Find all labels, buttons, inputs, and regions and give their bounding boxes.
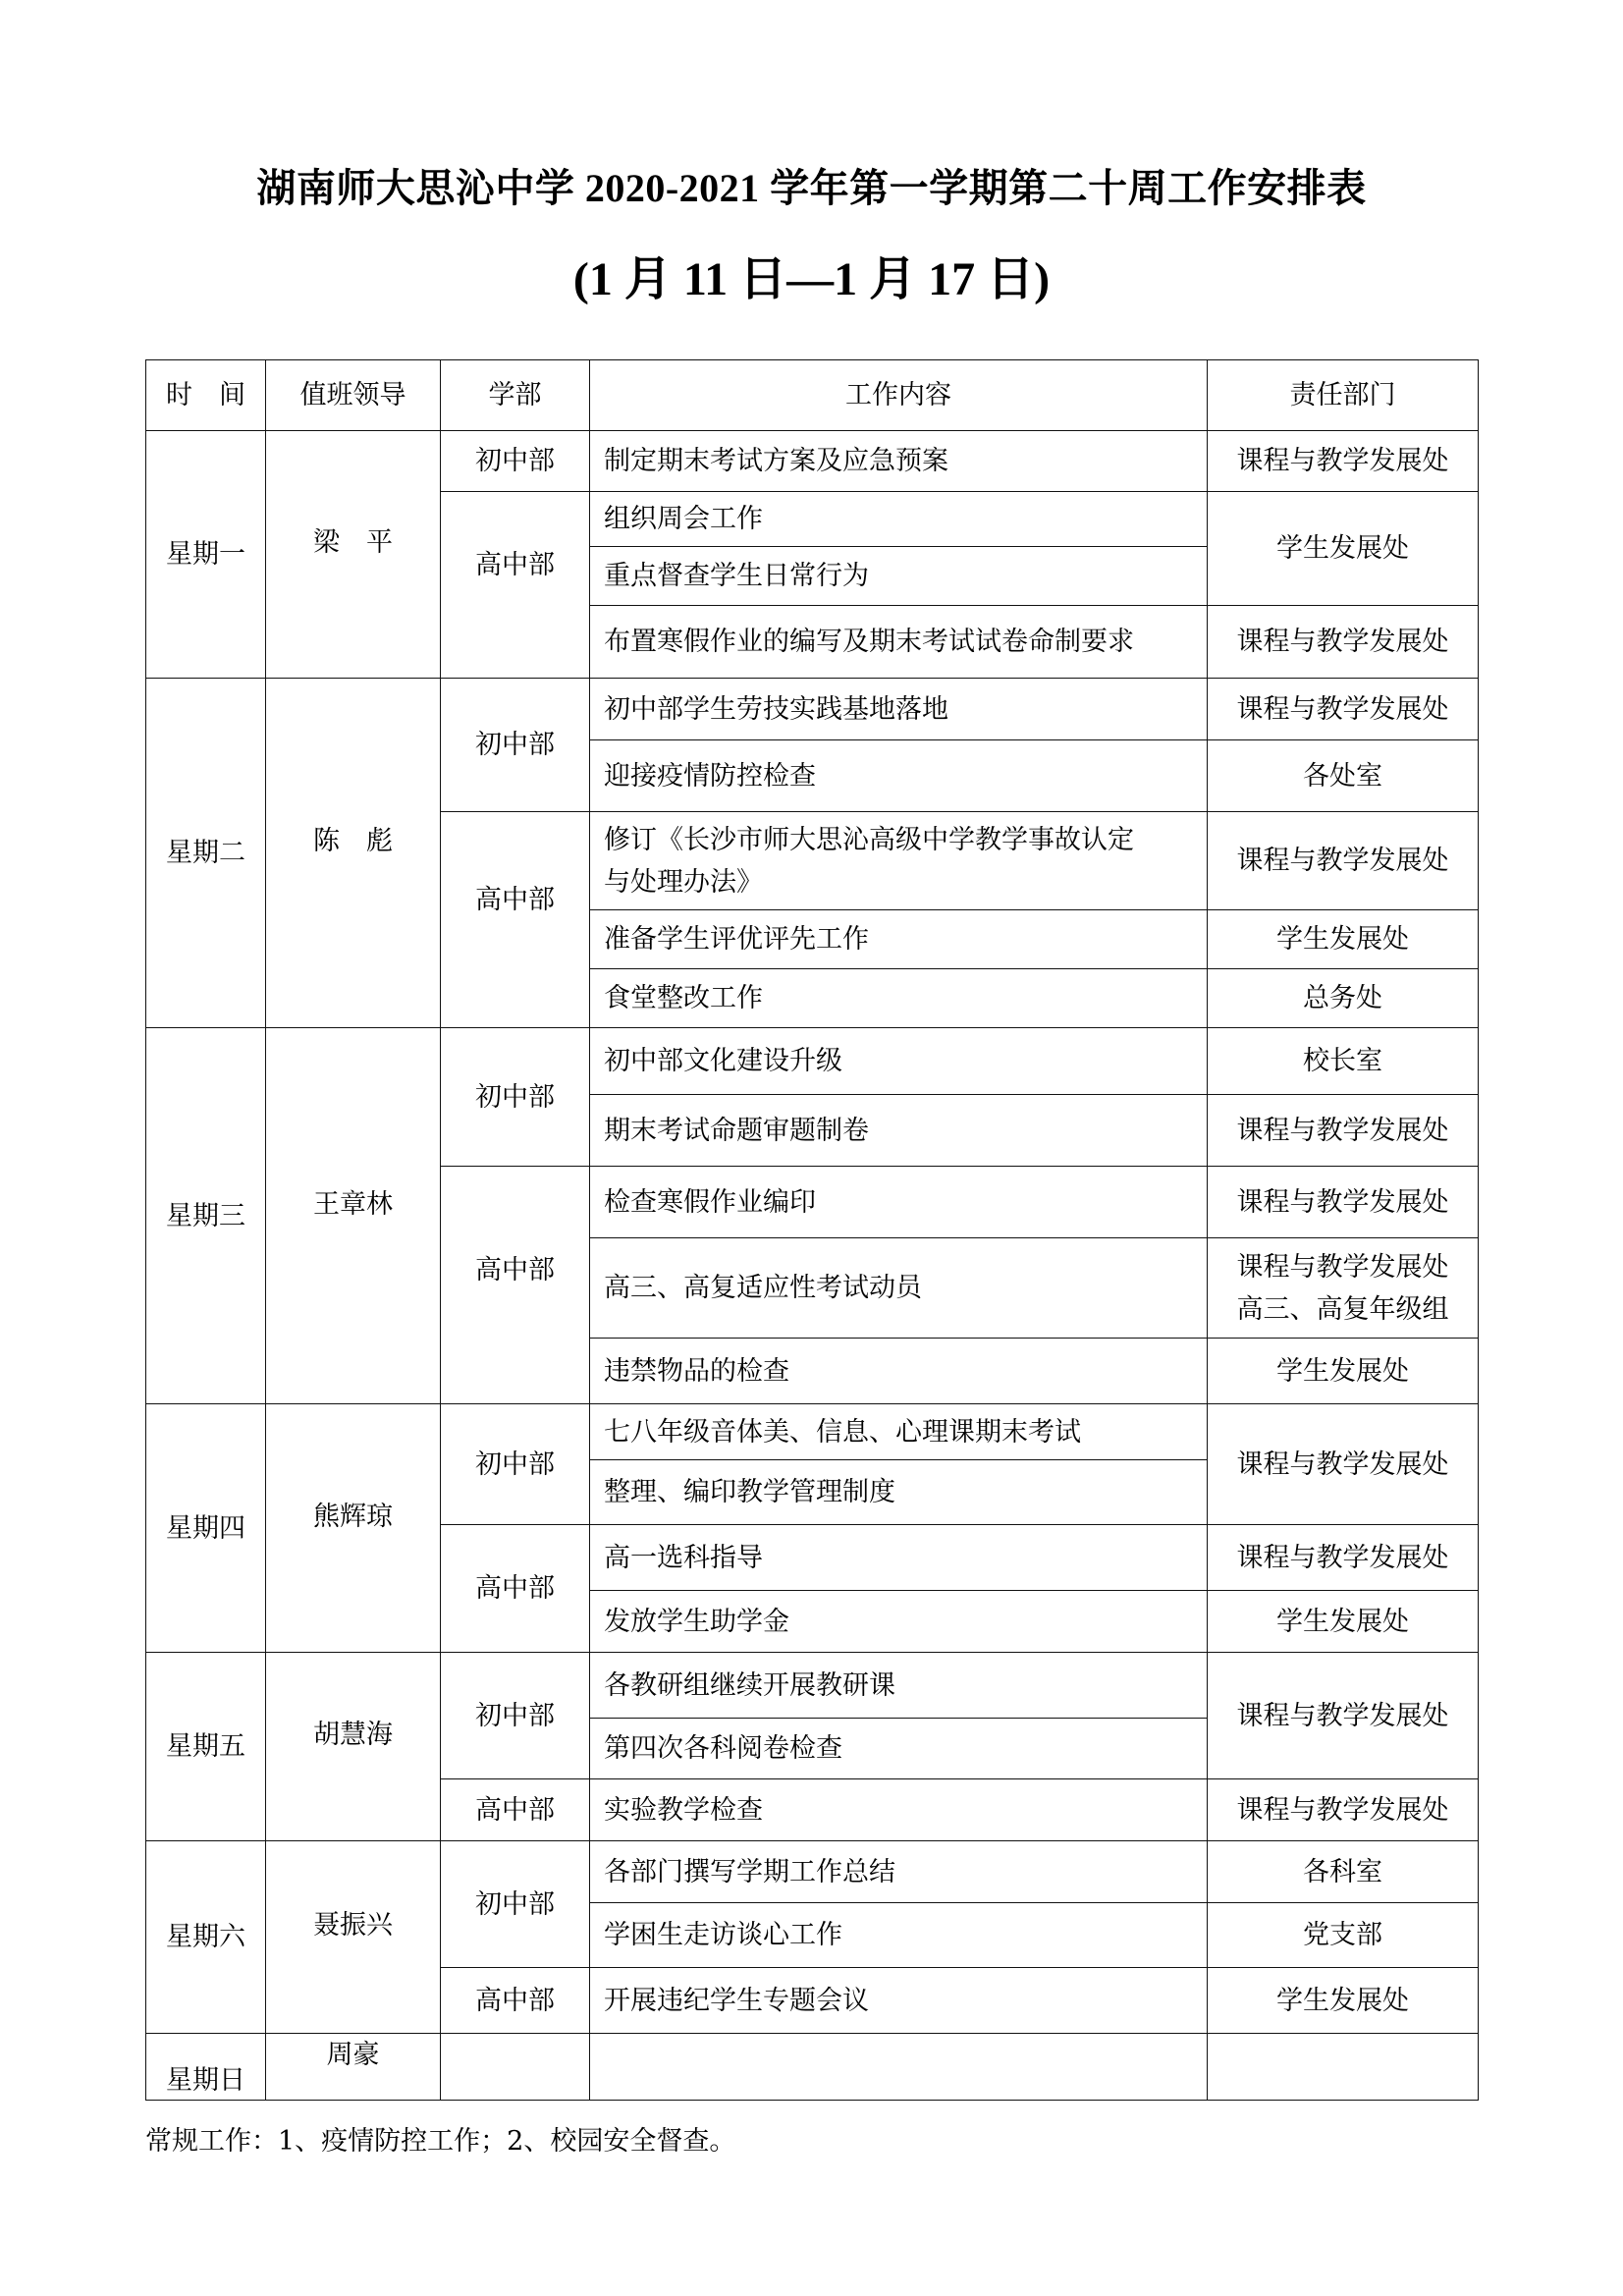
leader-cell: [266, 1028, 441, 1404]
content-cell: 重点督查学生日常行为: [590, 547, 1208, 606]
header-row: [146, 360, 1479, 431]
leader-cell: [266, 431, 441, 679]
resp-cell: 学生发展处: [1208, 910, 1479, 969]
day-cell: 星期三: [146, 1028, 266, 1404]
header-leader: 值班领导: [266, 360, 441, 431]
content-cell: 整理、编印教学管理制度: [590, 1460, 1208, 1525]
content-cell: 期末考试命题审题制卷: [590, 1095, 1208, 1167]
content-cell: 发放学生助学金: [590, 1591, 1208, 1653]
header-resp: 责任部门: [1208, 360, 1479, 431]
resp-cell: 课程与教学发展处: [1208, 1653, 1479, 1779]
content-cell: 高一选科指导: [590, 1525, 1208, 1591]
resp-cell: 各科室: [1208, 1841, 1479, 1903]
content-cell: 制定期末考试方案及应急预案: [590, 431, 1208, 492]
leader-name: 梁 平: [313, 527, 393, 558]
dept-cell: 初中部: [441, 679, 590, 812]
resp-cell: 课程与教学发展处: [1208, 1404, 1479, 1525]
leader-cell: [266, 2034, 441, 2101]
dept-cell: [441, 2034, 590, 2101]
content-cell: 高三、高复适应性考试动员: [590, 1238, 1208, 1339]
resp-cell: 总务处: [1208, 969, 1479, 1028]
document-title: 湖南师大思沁中学 2020-2021 学年第一学期第二十周工作安排表: [256, 166, 1367, 210]
resp-cell: 课程与教学发展处: [1208, 1095, 1479, 1167]
resp-cell: 课程与教学发展处: [1208, 1525, 1479, 1591]
table-row: [146, 2034, 1479, 2101]
day-cell: 星期一: [146, 431, 266, 679]
content-line: 修订《长沙市师大思沁高级中学教学事故认定: [604, 824, 1134, 855]
resp-cell: 校长室: [1208, 1028, 1479, 1095]
leader-name: 熊辉琼: [313, 1501, 393, 1532]
resp-cell: 学生发展处: [1208, 1968, 1479, 2034]
resp-cell: 课程与教学发展处: [1208, 812, 1479, 910]
day-cell: 星期四: [146, 1404, 266, 1653]
leader-name: 周豪: [326, 2040, 380, 2070]
day-label: 星期日: [166, 2065, 245, 2096]
day-cell: 星期五: [146, 1653, 266, 1841]
table-row: [146, 1653, 1479, 1719]
dept-cell: 初中部: [441, 1404, 590, 1525]
content-cell: 开展违纪学生专题会议: [590, 1968, 1208, 2034]
leader-name: 胡慧海: [313, 1720, 393, 1750]
leader-name: 聂振兴: [313, 1910, 393, 1941]
content-cell: 违禁物品的检查: [590, 1339, 1208, 1404]
resp-line: 高三、高复年级组: [1236, 1293, 1449, 1325]
content-cell: 组织周会工作: [590, 492, 1208, 547]
header-dept: 学部: [441, 360, 590, 431]
resp-cell: 学生发展处: [1208, 1339, 1479, 1404]
header-content: 工作内容: [590, 360, 1208, 431]
resp-cell: 课程与教学发展处: [1208, 679, 1479, 740]
content-cell: [590, 2034, 1208, 2101]
content-cell: 各部门撰写学期工作总结: [590, 1841, 1208, 1903]
table-row: [146, 1028, 1479, 1095]
leader-cell: [266, 1841, 441, 2034]
schedule-table: [145, 359, 1479, 2101]
day-cell: 星期六: [146, 1841, 266, 2034]
leader-name: 陈 彪: [313, 826, 393, 856]
table-row: [146, 1404, 1479, 1460]
content-cell: 准备学生评优评先工作: [590, 910, 1208, 969]
dept-cell: 初中部: [441, 1653, 590, 1779]
header-time: 时 间: [146, 360, 266, 431]
content-cell: 初中部学生劳技实践基地落地: [590, 679, 1208, 740]
leader-cell: [266, 679, 441, 1028]
leader-cell: [266, 1653, 441, 1841]
dept-cell: [441, 1167, 590, 1404]
content-cell: [590, 812, 1208, 910]
content-cell: 七八年级音体美、信息、心理课期末考试: [590, 1404, 1208, 1460]
table-row: [146, 1841, 1479, 1903]
content-cell: 食堂整改工作: [590, 969, 1208, 1028]
footer-note: 常规工作：1、疫情防控工作；2、校园安全督查。: [145, 2126, 736, 2157]
resp-cell: 学生发展处: [1208, 492, 1479, 606]
day-cell: [146, 2034, 266, 2101]
dept-label: 高中部: [475, 550, 555, 580]
dept-label: 高中部: [475, 885, 555, 915]
content-cell: 布置寒假作业的编写及期末考试试卷命制要求: [590, 606, 1208, 679]
content-line: 与处理办法》: [604, 866, 763, 898]
dept-cell: [441, 492, 590, 679]
dept-cell: 高中部: [441, 1525, 590, 1653]
content-cell: 学困生走访谈心工作: [590, 1903, 1208, 1968]
day-cell: 星期二: [146, 679, 266, 1028]
content-cell: 各教研组继续开展教研课: [590, 1653, 1208, 1719]
content-cell: 第四次各科阅卷检查: [590, 1719, 1208, 1779]
leader-cell: [266, 1404, 441, 1653]
dept-cell: 高中部: [441, 1779, 590, 1841]
date-range-subtitle: (1 月 11 日—1 月 17 日): [572, 253, 1051, 305]
dept-cell: 初中部: [441, 1841, 590, 1968]
content-cell: 实验教学检查: [590, 1779, 1208, 1841]
table-row: [146, 431, 1479, 492]
resp-line: 课程与教学发展处: [1236, 1251, 1449, 1283]
dept-label: 高中部: [475, 1255, 555, 1285]
resp-cell: 课程与教学发展处: [1208, 431, 1479, 492]
resp-cell: 党支部: [1208, 1903, 1479, 1968]
resp-cell: 课程与教学发展处: [1208, 1167, 1479, 1238]
resp-cell: 课程与教学发展处: [1208, 606, 1479, 679]
dept-cell: [441, 812, 590, 1028]
resp-cell: 课程与教学发展处: [1208, 1779, 1479, 1841]
resp-cell: 学生发展处: [1208, 1591, 1479, 1653]
resp-cell: [1208, 1238, 1479, 1339]
table-row: [146, 679, 1479, 740]
content-cell: 检查寒假作业编印: [590, 1167, 1208, 1238]
dept-cell: 初中部: [441, 431, 590, 492]
dept-cell: 初中部: [441, 1028, 590, 1167]
content-cell: 初中部文化建设升级: [590, 1028, 1208, 1095]
dept-cell: 高中部: [441, 1968, 590, 2034]
leader-name: 王章林: [313, 1188, 393, 1220]
resp-cell: [1208, 2034, 1479, 2101]
resp-cell: 各处室: [1208, 740, 1479, 812]
content-cell: 迎接疫情防控检查: [590, 740, 1208, 812]
